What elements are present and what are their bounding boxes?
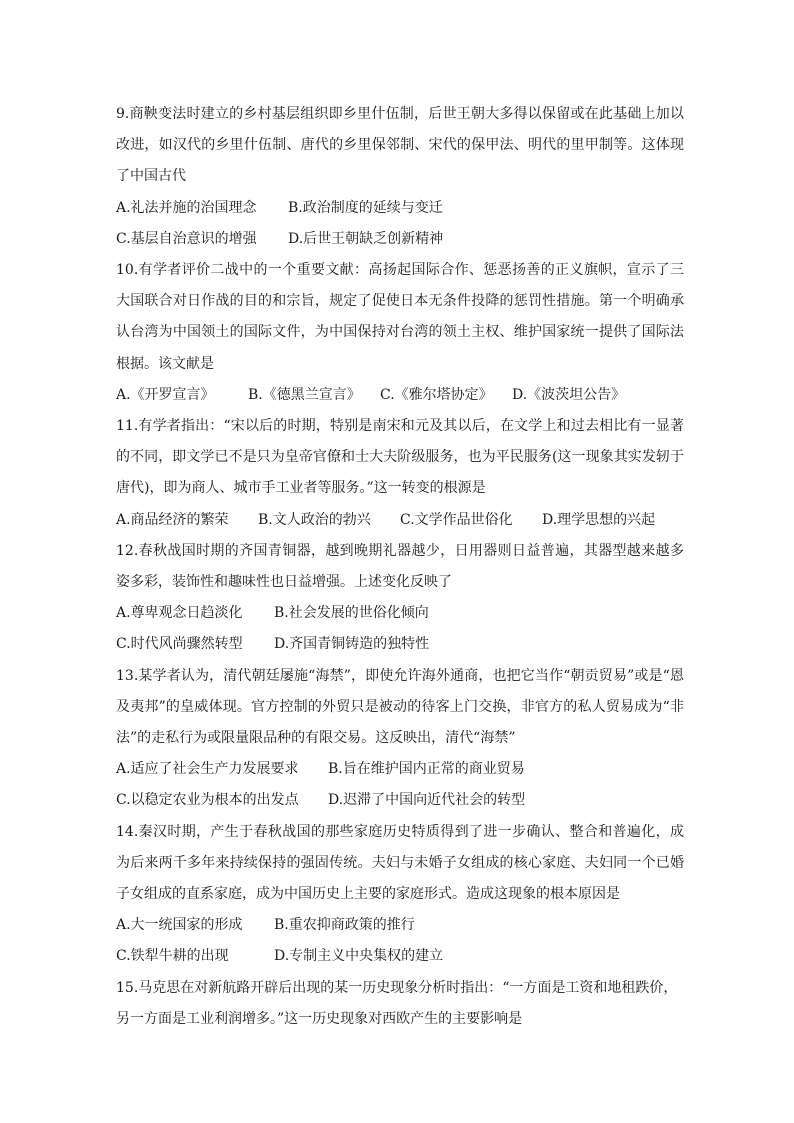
- question-9-options-row-1: [116, 193, 684, 224]
- question-10-option-b[interactable]: B.《德黑兰宣言》: [248, 386, 361, 403]
- question-15-stem-line-1: 15.马克思在对新航路开辟后出现的某一历史现象分析时指出：“一方面是工资和地租跌价，: [116, 979, 678, 996]
- question-13-option-c[interactable]: C.以稳定农业为根本的出发点: [116, 792, 299, 809]
- question-9: [116, 99, 684, 255]
- question-11: [116, 411, 684, 536]
- question-12-stem: 12.春秋战国时期的齐国青铜器，越到晚期礼器越少，日用器则日益普遍，其器型越来越多姿多彩，装饰性和趣味性也日益增强。上述变化反映了: [116, 542, 684, 591]
- question-14-options-row-1: [116, 910, 684, 941]
- question-13: [116, 661, 684, 817]
- question-9-stem: 9.商鞅变法时建立的乡村基层组织即乡里什伍制，后世王朝大多得以保留或在此基础上加以改进，如汉代的乡里什伍制、唐代的乡里保邻制、宋代的保甲法、明代的里甲制等。这体现了中国古代: [116, 106, 684, 185]
- question-11-option-d[interactable]: D.理学思想的兴起: [542, 511, 656, 528]
- question-14-option-b[interactable]: B.重农抑商政策的推行: [274, 917, 415, 934]
- question-12-option-b[interactable]: B.社会发展的世俗化倾向: [274, 605, 429, 622]
- question-14-option-d[interactable]: D.专制主义中央集权的建立: [274, 948, 444, 965]
- question-9-option-a[interactable]: A.礼法并施的治国理念: [116, 199, 257, 216]
- question-10-option-d[interactable]: D.《波茨坦公告》: [512, 386, 626, 403]
- question-list: [116, 99, 684, 1035]
- question-14-options-row-2: [116, 941, 684, 972]
- question-10-option-c[interactable]: C.《雅尔塔协定》: [380, 386, 493, 403]
- question-9-option-b[interactable]: B.政治制度的延续与变迁: [288, 199, 443, 216]
- question-13-option-b[interactable]: B.旨在维护国内正常的商业贸易: [328, 761, 525, 778]
- question-12-option-a[interactable]: A.尊卑观念日趋淡化: [116, 605, 243, 622]
- question-11-options-row: [116, 505, 684, 536]
- question-13-option-d[interactable]: D.迟滞了中国向近代社会的转型: [328, 792, 526, 809]
- question-14-option-c[interactable]: C.铁犁牛耕的出现: [116, 948, 229, 965]
- question-9-option-d[interactable]: D.后世王朝缺乏创新精神: [288, 230, 444, 247]
- question-10: [116, 255, 684, 411]
- question-10-stem: 10.有学者评价二战中的一个重要文献：高扬起国际合作、惩恶扬善的正义旗帜，宣示了三大国联合对日作战的目的和宗旨，规定了促使日本无条件投降的惩罚性措施。第一个明确承认台湾为中国领土的国际文件，为中国保持对台湾的领土主权、维护国家统一提供了国际法根据。该文献是: [116, 262, 684, 372]
- question-12-options-row-1: [116, 598, 684, 629]
- question-14-option-a[interactable]: A.大一统国家的形成: [116, 917, 243, 934]
- question-12: [116, 536, 684, 661]
- question-11-option-c[interactable]: C.文学作品世俗化: [400, 511, 513, 528]
- question-15: [116, 973, 684, 1035]
- question-12-option-c[interactable]: C.时代风尚骤然转型: [116, 636, 243, 653]
- question-11-option-a[interactable]: A.商品经济的繁荣: [116, 511, 229, 528]
- question-14-stem: 14.秦汉时期，产生于春秋战国的那些家庭历史特质得到了进一步确认、整合和普遍化，成为后来两千多年来持续保持的强固传统。夫妇与未婚子女组成的核心家庭、夫妇同一个已婚子女组成的直系家庭，成为中国历史上主要的家庭形式。造成这现象的根本原因是: [116, 823, 684, 903]
- question-12-option-d[interactable]: D.齐国青铜铸造的独特性: [274, 636, 430, 653]
- question-12-options-row-2: [116, 629, 684, 660]
- question-13-option-a[interactable]: A.适应了社会生产力发展要求: [116, 761, 299, 778]
- question-13-stem: 13.某学者认为，清代朝廷屡施“海禁”，即使允许海外通商，也把它当作“朝贡贸易”或是“恩及夷邦”的皇威体现。官方控制的外贸只是被动的待客上门交换，非官方的私人贸易成为“非法”的走私行为或限量限品种的有限交易。这反映出，清代“海禁”: [116, 667, 684, 747]
- question-11-stem: 11.有学者指出：“宋以后的时期，特别是南宋和元及其以后，在文学上和过去相比有一显著的不同，即文学已不是只为皇帝官僚和士大夫阶级服务，也为平民服务(这一现象其实发轫于唐代)，即为商人、城市手工业者等服务。”这一转变的根源是: [116, 418, 684, 497]
- question-10-option-a[interactable]: A.《开罗宣言》: [116, 386, 215, 403]
- question-13-options-row-2: [116, 785, 684, 816]
- question-10-options-row: [116, 380, 684, 411]
- question-9-options-row-2: [116, 224, 684, 255]
- question-13-options-row-1: [116, 754, 684, 785]
- question-14: [116, 817, 684, 973]
- question-15-stem-line-2: 另一方面是工业利润增多。”这一历史现象对西欧产生的主要影响是: [116, 1010, 523, 1027]
- question-11-option-b[interactable]: B.文人政治的勃兴: [258, 511, 371, 528]
- question-9-option-c[interactable]: C.基层自治意识的增强: [116, 230, 257, 247]
